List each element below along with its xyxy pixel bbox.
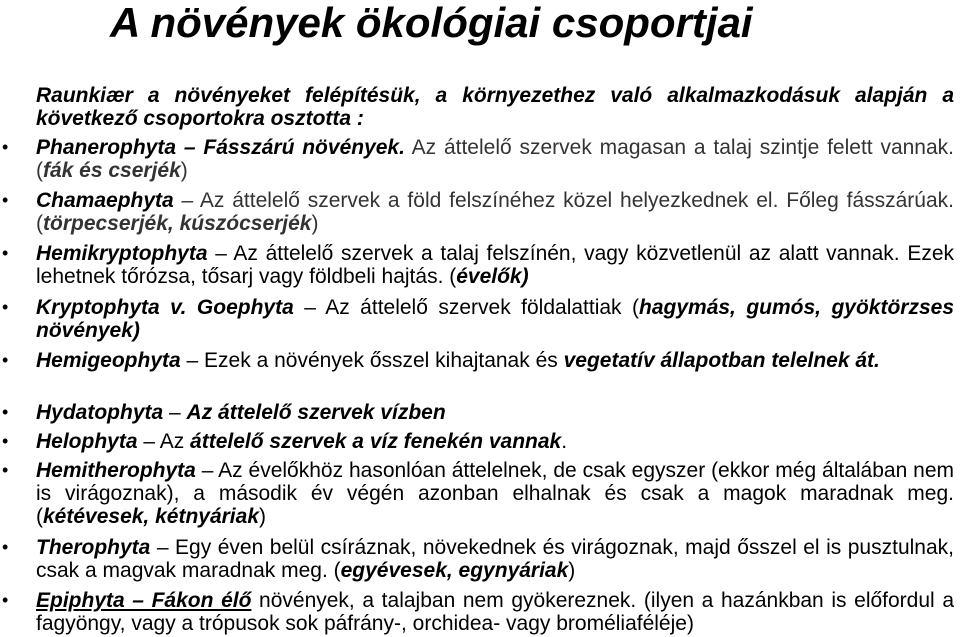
tail: )	[259, 505, 266, 528]
example: vegetatív állapotban telelnek át.	[563, 349, 880, 372]
description: Az áttelelő szervek magasan a talaj szintje felett vannak. (	[36, 136, 955, 182]
list-item-chamaephyta	[36, 189, 954, 235]
term: Epiphyta – Fákon élő	[36, 589, 252, 612]
term: Kryptophyta v. Goephyta	[36, 296, 294, 319]
term: Chamaephyta	[36, 189, 174, 212]
list-item-hydatophyta	[36, 401, 954, 424]
term: Therophyta	[36, 536, 151, 559]
example: évelők)	[456, 265, 529, 288]
description: – Az áttelelő szervek a föld felszínéhez közel helyezkednek el. Főleg fásszárúak. (	[36, 189, 954, 235]
example: kétévesek, kétnyáriak	[43, 505, 259, 528]
term: Helophyta	[36, 430, 138, 453]
intro-text: Raunkiær a növényeket felépítésük, a környezethez való alkalmazkodásuk alapján a következő csoportokra osztotta :	[36, 84, 954, 130]
list-item-helophyta	[36, 430, 954, 453]
tail: )	[180, 159, 188, 182]
page-title: A növények ökológiai csoportjai	[110, 0, 753, 46]
example: hagymás, gumós, gyöktörzses növények)	[36, 296, 955, 342]
list-item-kryptophyta	[36, 296, 954, 342]
term: Hemigeophyta	[36, 349, 181, 372]
example: áttelelő szervek a víz fenekén vannak	[190, 430, 562, 453]
term: Hemitherophyta	[36, 459, 196, 482]
list-item-epiphyta	[36, 589, 954, 635]
tail: )	[311, 212, 319, 235]
description: – Az áttelelő szervek földalattiak (	[293, 296, 640, 319]
example: egyévesek, egynyáriak	[340, 559, 569, 582]
tail: .	[561, 430, 568, 453]
term: Phanerophyta – Fásszárú növények.	[36, 136, 405, 159]
tail: )	[568, 559, 576, 582]
list-item-hemigeophyta	[36, 349, 954, 372]
description: – Ezek a növények ősszel kihajtanak és	[180, 349, 564, 372]
description: – Az	[137, 430, 191, 453]
list-item-hemikryptophyta	[36, 242, 954, 288]
term: Hemikryptophyta	[36, 242, 208, 265]
description: –	[163, 401, 187, 424]
description: – Egy éven belül csíráznak, növekednek és virágoznak, majd ősszel el is pusztulnak, csak a magvak maradnak meg. (	[36, 536, 954, 582]
example: törpecserjék, kúszócserjék	[43, 212, 312, 235]
description: – Az áttelelő szervek a talaj felszínén, vagy közvetlenül az alatt vannak. Ezek lehetnek tőrózsa, tősarj vagy földbeli hajtás. (	[36, 242, 954, 288]
description: – Az évelőkhöz hasonlóan áttelelnek, de csak egyszer (ekkor még általában nem is virágoznak), a második év végén azonban elhalnak és csak a magok maradnak meg. (	[36, 459, 954, 528]
list-item-therophyta	[36, 536, 954, 582]
term: Hydatophyta	[36, 401, 164, 424]
list-item-hemitherophyta	[36, 459, 954, 528]
description: növények, a talajban nem gyökereznek. (ilyen a hazánkban is előfordul a fagyöngy, vagy a trópusok sok páfrány-, orchidea- vagy broméliaféléje)	[36, 589, 954, 635]
example: fák és cserjék	[43, 159, 181, 182]
list-item-phanerophyta	[36, 136, 954, 182]
example: Az áttelelő szervek vízben	[186, 401, 446, 424]
